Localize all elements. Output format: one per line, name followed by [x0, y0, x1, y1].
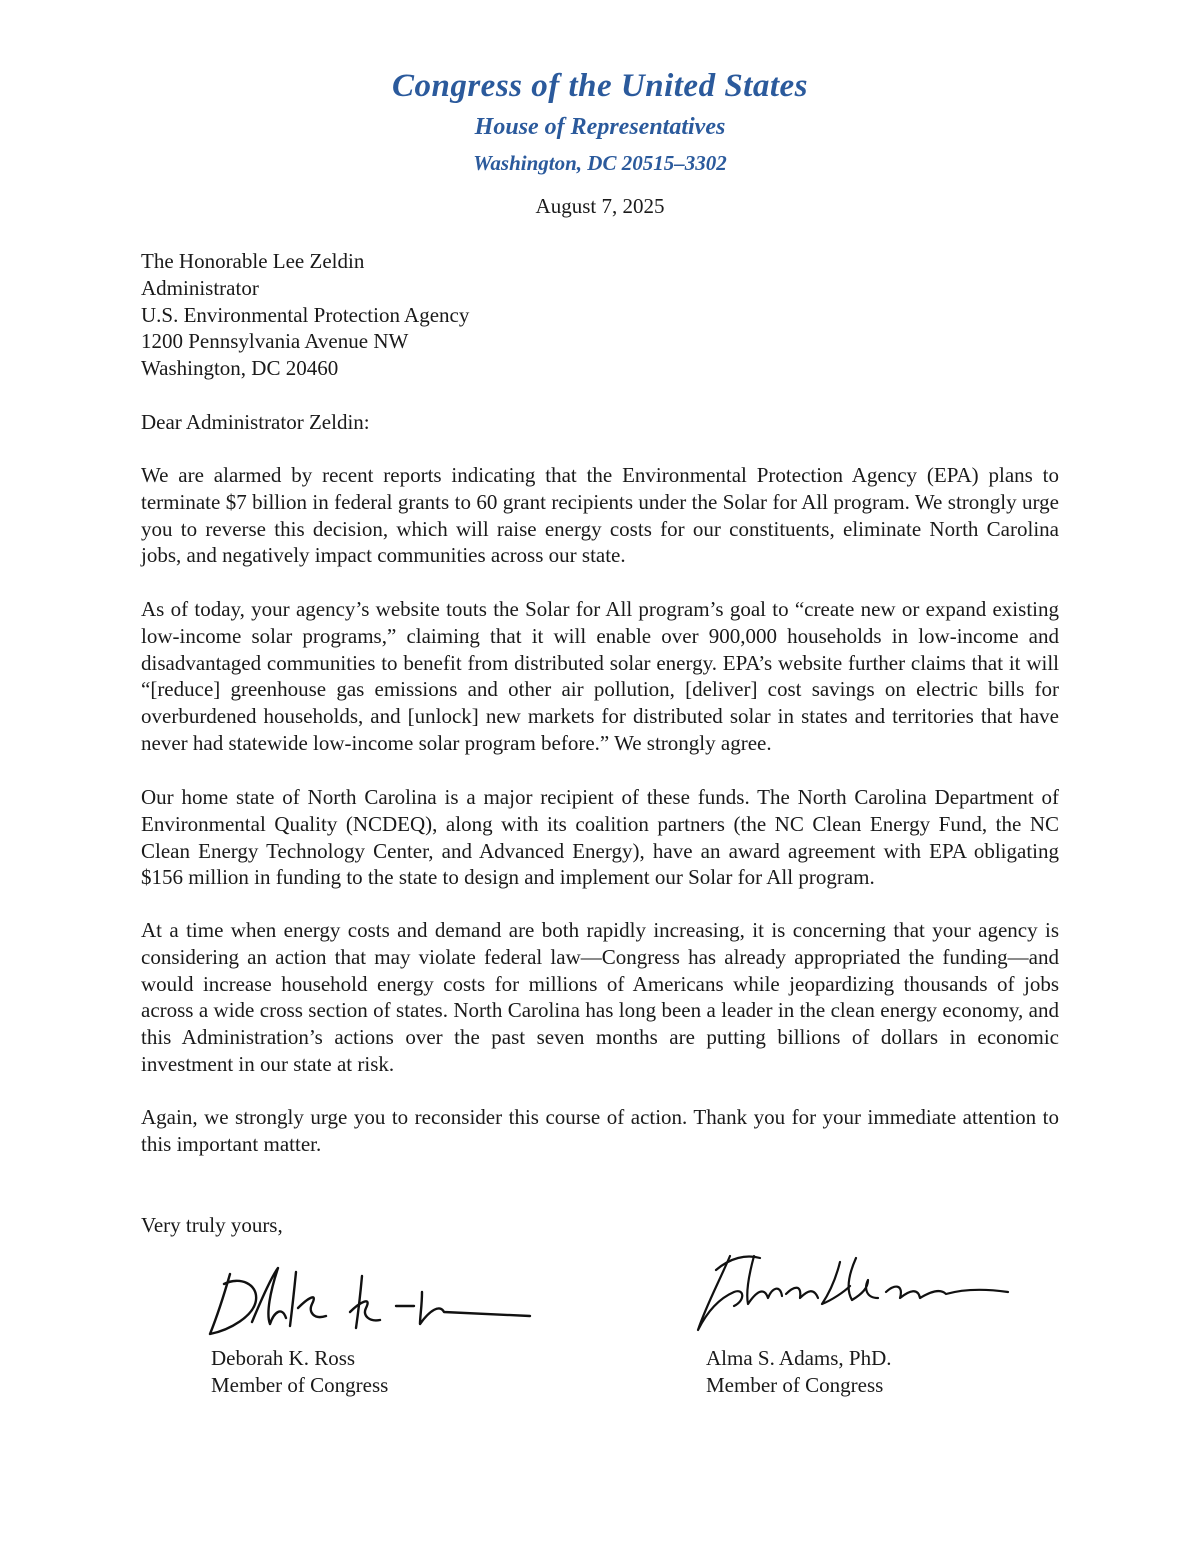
body-paragraph-4: At a time when energy costs and demand are both rapidly increasing, it is concerning that your agency is considering an action that may violate federal law—Congress has already appropriated the funding—and would increase household energy costs for millions of Americans while jeopardizing thousands of jobs across a wide cross section of states. North Carolina has long been a leader in the clean energy economy, and this Administration’s actions over the past seven months are putting billions of dollars in economic investment in our state at risk. — [141, 918, 1059, 1076]
signatory-name: Deborah K. Ross — [211, 1346, 356, 1370]
adams-signature-image — [690, 1242, 1040, 1337]
salutation: Dear Administrator Zeldin: — [141, 410, 370, 434]
signature-block-adams — [706, 1345, 892, 1399]
body-paragraph-1: We are alarmed by recent reports indicating that the Environmental Protection Agency (EPA) plans to terminate $7 billion in federal grants to 60 grant recipients under the Solar for All program. We strongly urge you to reverse this decision, which will raise energy costs for our constituents, eliminate North Carolina jobs, and negatively impact communities across our state. — [141, 463, 1059, 568]
letterhead-house: House of Representatives — [474, 114, 726, 140]
recipient-agency: U.S. Environmental Protection Agency — [141, 302, 470, 327]
body-paragraph-2: As of today, your agency’s website touts the Solar for All program’s goal to “create new or expand existing low-income solar programs,” claiming that it will enable over 900,000 households in low-income and disadvantaged communities to benefit from distributed solar energy. EPA’s website further claims that it will “[reduce] greenhouse gas emissions and other air pollution, [deliver] cost savings on electric bills for overburdened households, and [unlock] new markets for distributed solar in states and territories that have never had statewide low-income solar program before.” We strongly agree. — [141, 597, 1059, 755]
recipient-address — [141, 248, 1059, 382]
signatory-title: Member of Congress — [706, 1372, 884, 1397]
letterhead-address: Washington, DC 20515–3302 — [473, 151, 727, 175]
body-paragraph-5: Again, we strongly urge you to reconsider this course of action. Thank you for your immediate attention to this important matter. — [141, 1105, 1059, 1156]
recipient-street: 1200 Pennsylvania Avenue NW — [141, 329, 409, 354]
signature-block-ross — [211, 1345, 388, 1399]
ross-signature-image — [200, 1262, 550, 1342]
closing: Very truly yours, — [141, 1213, 283, 1237]
signatory-name: Alma S. Adams, PhD. — [706, 1346, 892, 1370]
letterhead — [0, 64, 1200, 178]
body-paragraph-3: Our home state of North Carolina is a major recipient of these funds. The North Carolina Department of Environmental Quality (NCDEQ), along with its coalition partners (the NC Clean Energy Fund, the NC Clean Energy Technology Center, and Advanced Energy), have an award agreement with EPA obligating $156 million in funding to the state to design and implement our Solar for All program. — [141, 785, 1059, 890]
letterhead-congress: Congress of the United States — [391, 68, 809, 104]
signatory-title: Member of Congress — [211, 1372, 389, 1397]
recipient-title: Administrator — [141, 275, 259, 300]
letter-date: August 7, 2025 — [535, 194, 665, 218]
recipient-city: Washington, DC 20460 — [141, 356, 339, 381]
recipient-name: The Honorable Lee Zeldin — [141, 249, 365, 273]
